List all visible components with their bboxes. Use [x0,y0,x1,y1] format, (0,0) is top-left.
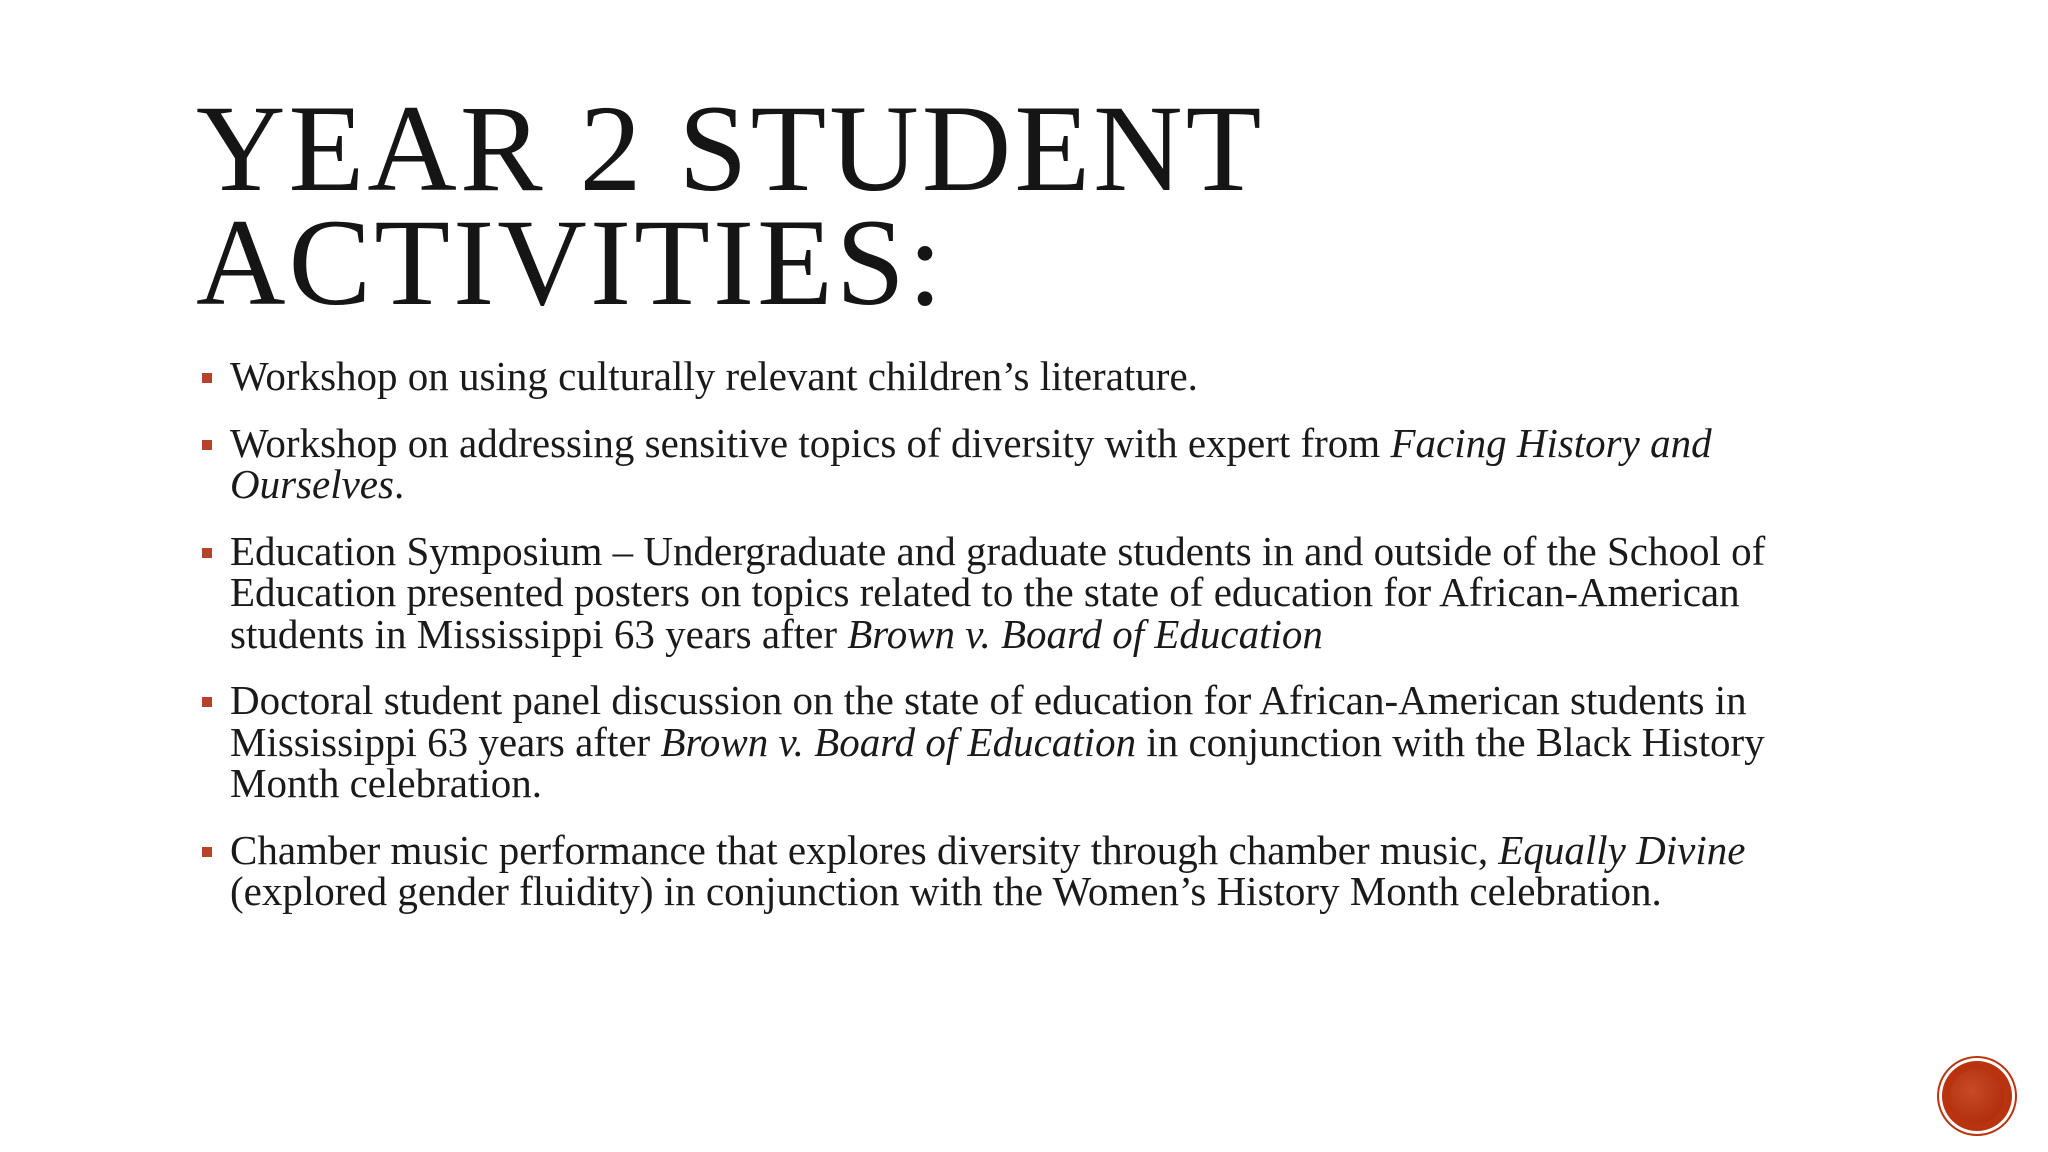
bullet-text-segment: Education Symposium – Undergraduate and graduate students in and outside of the School of Education presented posters on topics related to the state of education for African-American students in Mississippi 63 years after [230,527,1766,657]
square-bullet-icon [202,847,212,857]
bullet-item [202,527,1882,657]
bullet-item [202,353,1882,399]
bullet-text-segment: Workshop on addressing sensitive topics of diversity with expert from [230,419,1391,466]
bullet-text-italic: Facing History and Ourselves [230,419,1712,507]
slide-title-line-1: YEAR 2 STUDENT [196,80,1265,217]
bullet-text-segment: Workshop on using culturally relevant children’s literature. [230,353,1198,399]
square-bullet-icon [202,548,212,558]
bullet-item [202,419,1882,507]
bullet-text-segment: in conjunction with the Black History Month celebration. [230,718,1765,806]
bullet-text-italic: Brown v. Board of Education [660,718,1137,765]
bullet-text-segment: Doctoral student panel discussion on the state of education for African-American students in Mississippi 63 years after [230,677,1747,765]
square-bullet-icon [202,440,212,450]
bullet-text [230,827,1745,915]
bullet-item [202,677,1882,806]
bullet-text [230,353,1198,399]
square-bullet-icon [202,373,212,383]
bullet-text [230,528,1765,657]
bullet-text [230,420,1712,508]
bullet-text-segment: Chamber music performance that explores diversity through chamber music, [230,826,1499,873]
bullet-text [230,677,1765,806]
bullet-text-segment: . [393,461,405,507]
slide-number-badge-icon [1950,1069,2004,1123]
slide-title-line-2: ACTIVITIES: [196,194,946,331]
slide-number-badge[interactable] [1942,1061,2012,1131]
slide-title [196,80,1896,331]
bullet-text-italic: Brown v. Board of Education [847,610,1323,657]
square-bullet-icon [202,697,212,707]
bullet-text-segment: (explored gender fluidity) in conjunction with the Women’s History Month celebration. [230,868,1662,914]
bullet-list [202,353,1882,938]
bullet-text-italic: Equally Divine [1498,826,1746,873]
bullet-item [202,826,1882,914]
